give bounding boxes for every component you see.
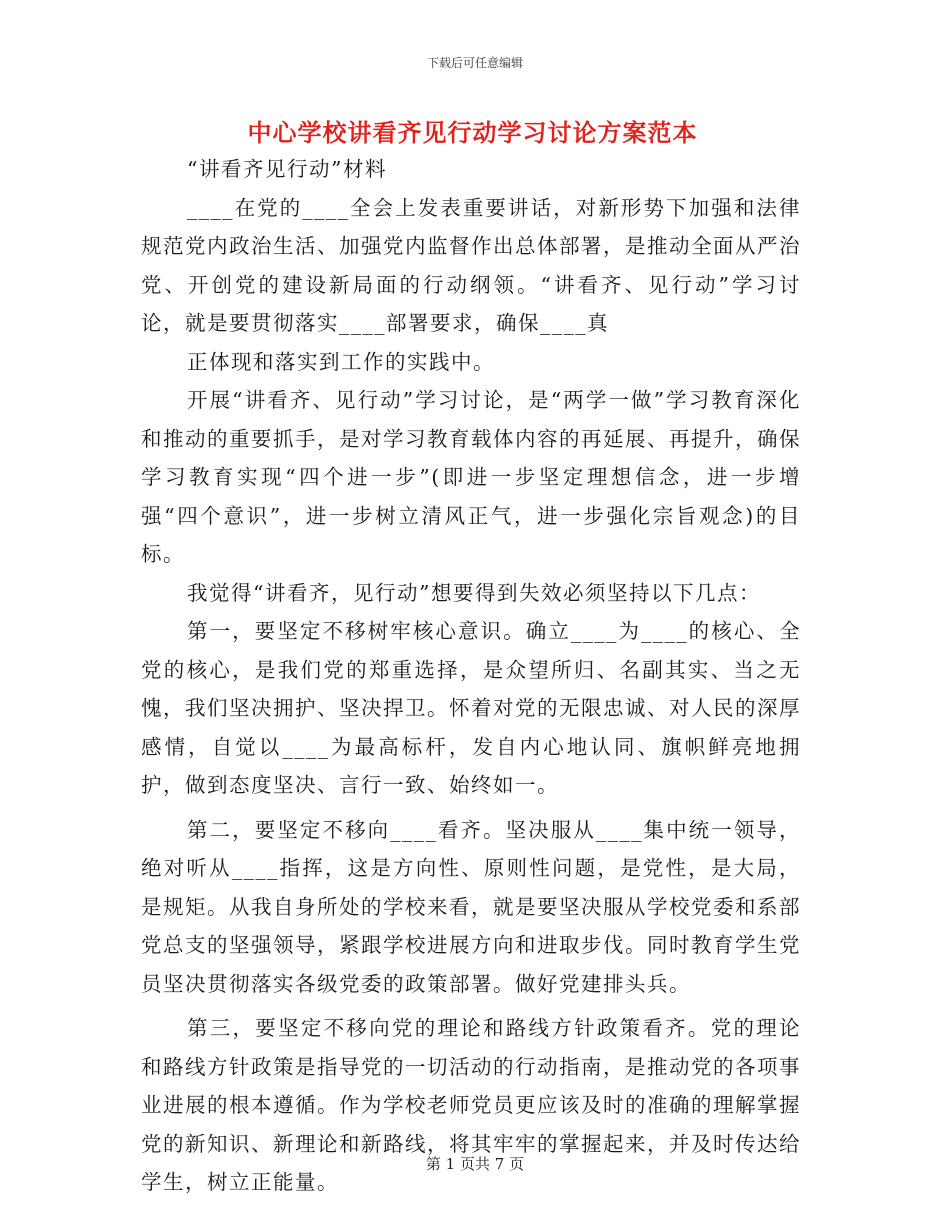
paragraph: 开展“讲看齐、见行动”学习讨论，是“两学一做”学习教育深化和推动的重要抓手，是对学习教育载体内容的再延展、再提升，确保学习教育实现“四个进一步”(即进一步坚定理想信念，进一步增强“四个意识”，进一步树立清风正气，进一步强化宗旨观念)的目标。 (141, 388, 801, 566)
paragraph: 第二，要坚定不移向____看齐。坚决服从____集中统一领导，绝对听从____指挥，这是方向性、原则性问题，是党性，是大局，是规矩。从我自身所处的学校来看，就是要坚决服从学校党委和系部党总支的坚强领导，紧跟学校进展方向和进取步伐。同时教育学生党员坚决贯彻落实各级党委的政策部署。做好党建排头兵。 (141, 817, 801, 996)
document-subheading: “讲看齐见行动”材料 (187, 157, 387, 181)
document-title: 中心学校讲看齐见行动学习讨论方案范本 (247, 119, 698, 147)
paragraph: 我觉得“讲看齐，见行动”想要得到失效必须坚持以下几点： (187, 580, 761, 605)
page-number: 第 1 页共 7 页 (425, 1155, 525, 1173)
paragraph: 第一，要坚定不移树牢核心意识。确立____为____的核心、全党的核心，是我们党的郑重选择，是众望所归、名副其实、当之无愧，我们坚决拥护、坚决捍卫。怀着对党的无限忠诚、对人民的深厚感情，自觉以____为最高标杆，发自内心地认同、旗帜鲜亮地拥护，做到态度坚决、言行一致、始终如一。 (141, 619, 801, 797)
header-note: 下载后可任意编辑 (426, 56, 523, 70)
paragraph: 第三，要坚定不移向党的理论和路线方针政策看齐。党的理论和路线方针政策是指导党的一切活动的行动指南，是推动党的各项事业进展的根本遵循。作为学校老师党员更应该及时的准确的理解掌握党的新知识、新理论和新路线，将其牢牢的掌握起来，并及时传达给学生，树立正能量。 (141, 1016, 801, 1194)
paragraph: ____在党的____全会上发表重要讲话，对新形势下加强和法律规范党内政治生活、加强党内监督作出总体部署，是推动全面从严治党、开创党的建设新局面的行动纲领。“讲看齐、见行动”学习讨论，就是要贯彻落实____部署要求，确保____真 (141, 195, 801, 335)
paragraph: 正体现和落实到工作的实践中。 (187, 349, 495, 374)
document-body (141, 150, 801, 1202)
